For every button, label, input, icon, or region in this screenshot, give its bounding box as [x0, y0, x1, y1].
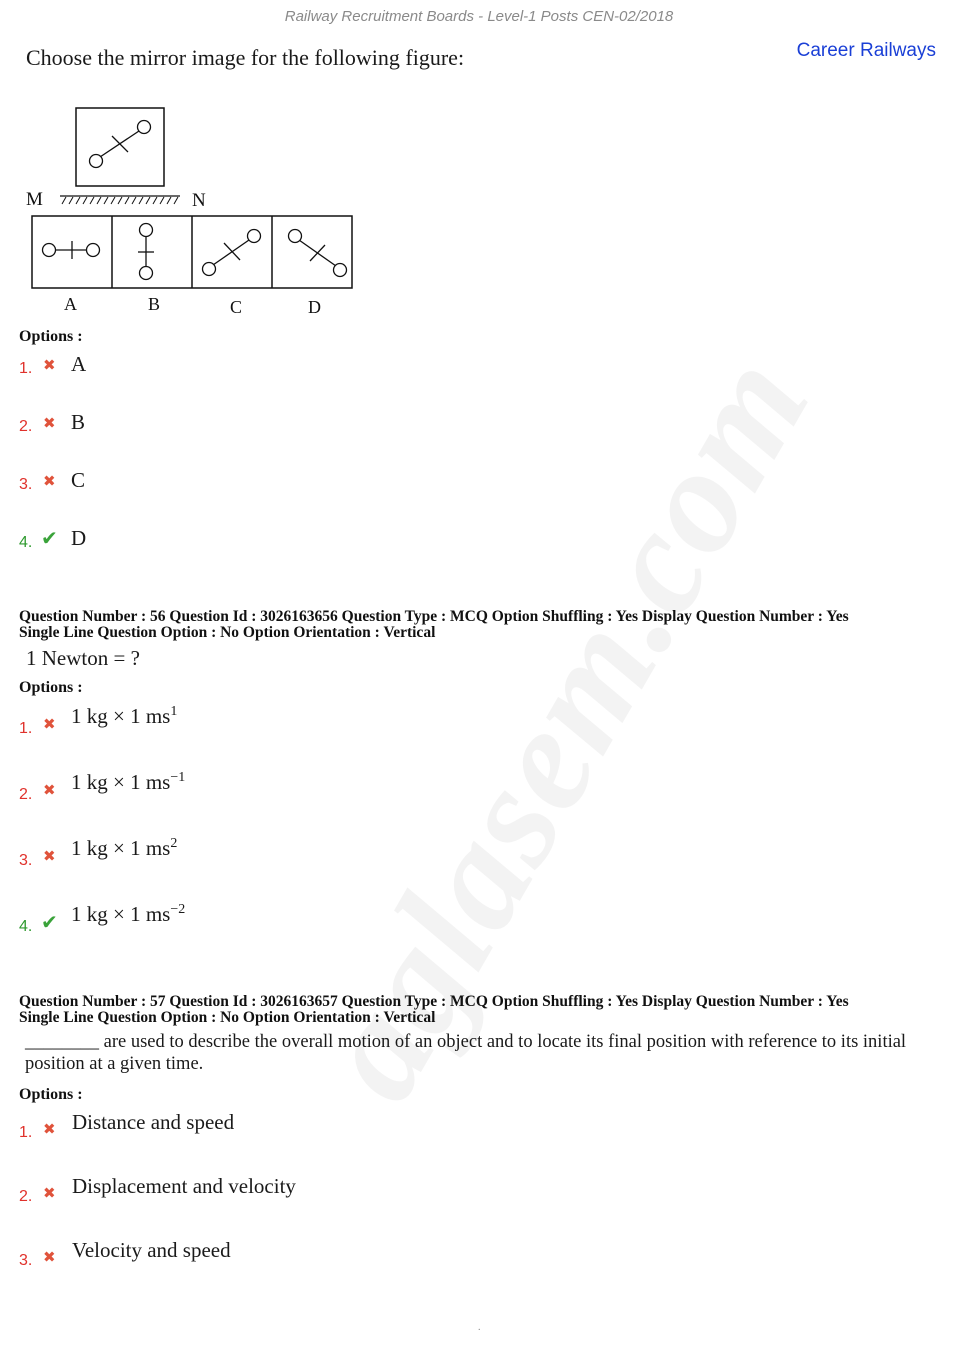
option-number: 3.: [19, 476, 33, 493]
q56-prompt: 1 Newton = ?: [26, 646, 140, 670]
option-text: 1 kg × 1 $ms^1$: [71, 704, 178, 728]
option-number: 2.: [19, 1188, 33, 1205]
q55-options-label: Options :: [19, 328, 83, 345]
q57-prompt-line1: ________ are used to describe the overall motion of an object and to locate its final position with reference to its initial: [25, 1032, 907, 1052]
correct-check-icon: ✔: [41, 910, 58, 934]
option-text: Distance and speed: [72, 1110, 235, 1134]
option-number: 2.: [19, 418, 33, 435]
wrong-mark-icon: ✖: [43, 781, 56, 799]
page-header-title: Railway Recruitment Boards - Level-1 Posts CEN-02/2018: [284, 8, 674, 25]
option-text: Velocity and speed: [72, 1238, 231, 1262]
option-exponent: 1: [170, 704, 178, 719]
mirror-label-m: M: [26, 189, 43, 210]
option-number: 3.: [19, 852, 33, 869]
figure-label-d: D: [308, 297, 321, 317]
option-exponent: −2: [170, 902, 186, 917]
wrong-mark-icon: ✖: [43, 1184, 56, 1202]
q55-prompt: Choose the mirror image for the following figure:: [26, 45, 465, 70]
wrong-mark-icon: ✖: [43, 414, 56, 432]
q57-prompt-line2: position at a given time.: [25, 1054, 204, 1074]
q57-meta-line1: Question Number : 57 Question Id : 3026163657 Question Type : MCQ Option Shuffling : Yes Display Question Number : Yes: [19, 993, 849, 1010]
option-text: 1 kg × 1 $ms^{-2}$: [71, 902, 186, 926]
question-figure-box: [76, 108, 164, 186]
option-text: 1 kg × 1 $ms^2$: [71, 836, 178, 860]
figure-label-c: C: [230, 297, 243, 317]
option-text: C: [71, 468, 86, 492]
q57-options-label: Options :: [19, 1086, 83, 1103]
footer-mark: .: [478, 1322, 481, 1333]
wrong-mark-icon: ✖: [43, 356, 56, 374]
q57-meta: [19, 994, 849, 1026]
option-number: 1.: [19, 1124, 33, 1141]
option-text: B: [71, 410, 86, 434]
q56-meta-line2: Single Line Question Option : No Option Orientation : Vertical: [19, 624, 436, 641]
wrong-mark-icon: ✖: [43, 1120, 56, 1138]
q56-meta: [19, 609, 849, 641]
option-number: 1.: [19, 720, 33, 737]
mirror-label-n: N: [192, 190, 206, 211]
figure-label-a: A: [64, 294, 77, 314]
option-number: 2.: [19, 786, 33, 803]
figure-label-b: B: [148, 294, 161, 314]
wrong-mark-icon: ✖: [43, 1248, 56, 1266]
option-number: 4.: [19, 534, 33, 551]
option-number: 4.: [19, 918, 33, 935]
option-text: D: [71, 526, 87, 550]
q57-prompt: [25, 1031, 906, 1075]
option-exponent: 2: [170, 836, 178, 851]
option-number: 3.: [19, 1252, 33, 1269]
mirror-figure: [18, 100, 368, 320]
answer-figure-boxes: [32, 216, 352, 288]
q56-meta-line1: Question Number : 56 Question Id : 3026163656 Question Type : MCQ Option Shuffling : Yes Display Question Number : Yes: [19, 608, 849, 625]
mirror-line: [60, 196, 180, 204]
wrong-mark-icon: ✖: [43, 472, 56, 490]
q57-meta-line2: Single Line Question Option : No Option Orientation : Vertical: [19, 1009, 436, 1026]
q56-options-label: Options :: [19, 679, 83, 696]
brand-label: Career Railways: [796, 40, 936, 61]
option-exponent: −1: [170, 770, 186, 785]
wrong-mark-icon: ✖: [43, 847, 56, 865]
option-number: 1.: [19, 360, 33, 377]
option-text: 1 kg × 1 $ms^{-1}$: [71, 770, 186, 794]
wrong-mark-icon: ✖: [43, 715, 56, 733]
correct-check-icon: ✔: [41, 526, 58, 550]
option-text: Displacement and velocity: [72, 1174, 296, 1198]
option-text: A: [71, 352, 87, 376]
